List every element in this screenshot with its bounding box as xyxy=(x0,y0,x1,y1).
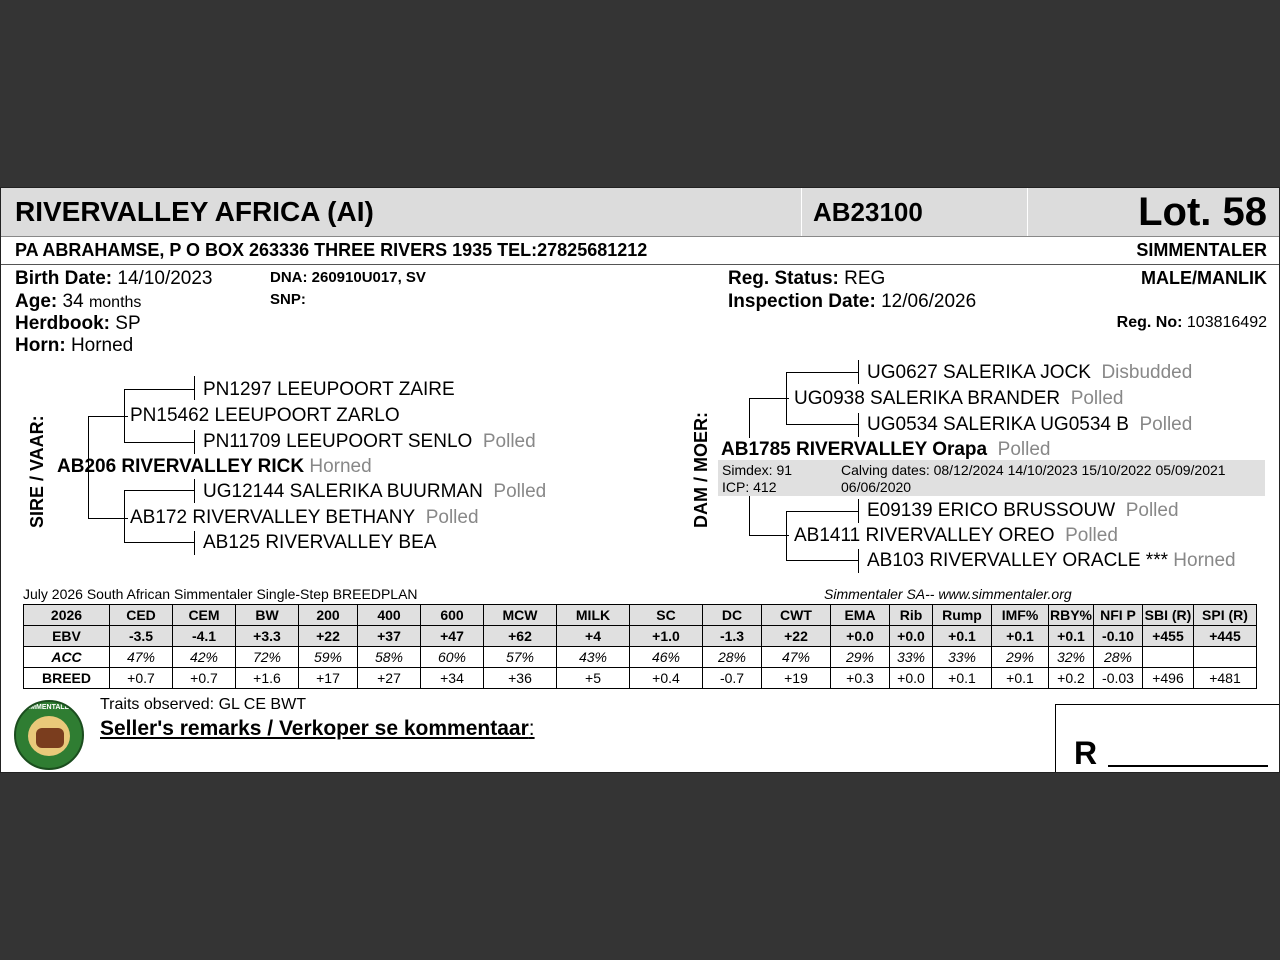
acc-cell: 60% xyxy=(421,647,484,668)
headers-cell: EMA xyxy=(831,605,890,626)
ebv-cell: +3.3 xyxy=(236,626,299,647)
headers-cell: 400 xyxy=(358,605,421,626)
headers-cell: Rib xyxy=(890,605,933,626)
acc-cell: 29% xyxy=(992,647,1049,668)
herdbook-value: SP xyxy=(115,313,141,334)
breed-cell: +34 xyxy=(421,668,484,689)
horn-value: Horned xyxy=(70,335,134,356)
sire-dam-sire-row: UG12144 SALERIKA BUURMAN Polled xyxy=(203,481,547,502)
breed-cell: +0.1 xyxy=(992,668,1049,689)
breed-name: SIMMENTALER xyxy=(1136,240,1267,260)
ebv-cell: +62 xyxy=(484,626,557,647)
acc-cell: 42% xyxy=(173,647,236,668)
ebv-cell: +445 xyxy=(1194,626,1257,647)
acc-cell: 33% xyxy=(933,647,992,668)
headers-cell: SPI (R) xyxy=(1194,605,1257,626)
headers-cell: SC xyxy=(630,605,703,626)
acc-cell: 28% xyxy=(703,647,762,668)
headers-cell: 600 xyxy=(421,605,484,626)
breed-cell: -0.03 xyxy=(1094,668,1143,689)
age-value: 34 xyxy=(62,291,84,312)
acc-cell: 47% xyxy=(110,647,173,668)
breed-cell: +17 xyxy=(299,668,358,689)
ebv-cell: +47 xyxy=(421,626,484,647)
acc-cell: 33% xyxy=(890,647,933,668)
lot-number: Lot. 58 xyxy=(1138,190,1267,234)
acc-cell: 28% xyxy=(1094,647,1143,668)
ebv-cell: +0.0 xyxy=(890,626,933,647)
traits-observed: Traits observed: GL CE BWT xyxy=(100,696,306,713)
reg-no-row: Reg. No: 103816492 xyxy=(1116,314,1267,331)
dam-dam-dam-row: AB103 RIVERVALLEY ORACLE *** Horned xyxy=(867,550,1236,571)
dam-label: DAM / MOER: xyxy=(691,412,711,528)
ebv-cell: -0.10 xyxy=(1094,626,1143,647)
calving-dates-cont: 06/06/2020 xyxy=(841,479,912,495)
dam-dam-sire-row: E09139 ERICO BRUSSOUW Polled xyxy=(867,500,1179,521)
price-box[interactable] xyxy=(1055,704,1280,773)
acc-cell: 59% xyxy=(299,647,358,668)
breed-cell: +19 xyxy=(762,668,831,689)
acc-cell: 29% xyxy=(831,647,890,668)
ebv-cell: -3.5 xyxy=(110,626,173,647)
age-row: Age: 34 months xyxy=(15,291,142,312)
breed-cell: +0.4 xyxy=(630,668,703,689)
acc-cell: 58% xyxy=(358,647,421,668)
breed-cell: +496 xyxy=(1143,668,1194,689)
sire-name: AB206 RIVERVALLEY RICK xyxy=(57,456,305,477)
breed-avg-row xyxy=(24,668,1257,689)
ebv-cell: -4.1 xyxy=(173,626,236,647)
ebv-cell: +0.0 xyxy=(831,626,890,647)
breed-cell: +481 xyxy=(1194,668,1257,689)
horn-row: Horn: Horned xyxy=(15,335,134,356)
breed-cell: +36 xyxy=(484,668,557,689)
rand-label: R xyxy=(1074,735,1098,771)
sire-label: SIRE / VAAR: xyxy=(27,415,47,528)
ebv-cell: +37 xyxy=(358,626,421,647)
headers-cell: CED xyxy=(110,605,173,626)
birth-date: 14/10/2023 xyxy=(117,268,213,289)
reg-code: AB23100 xyxy=(813,197,923,227)
dam-sire-sire-row: UG0627 SALERIKA JOCK Disbudded xyxy=(867,362,1193,383)
breed-cell: +0.0 xyxy=(890,668,933,689)
sire-sire-dam-row: PN11709 LEEUPOORT SENLO Polled xyxy=(203,431,536,452)
price-line xyxy=(1108,765,1268,767)
acc-cell: 57% xyxy=(484,647,557,668)
breed-cell: +27 xyxy=(358,668,421,689)
headers-cell: Rump xyxy=(933,605,992,626)
website-caption: Simmentaler SA-- www.simmentaler.org xyxy=(824,586,1072,602)
headers-cell: MILK xyxy=(557,605,630,626)
ebv-cell: +1.0 xyxy=(630,626,703,647)
animal-name: RIVERVALLEY AFRICA (AI) xyxy=(15,196,374,227)
ebv-cell: +22 xyxy=(299,626,358,647)
ebv-cell: +0.1 xyxy=(933,626,992,647)
breedplan-caption: July 2026 South African Simmentaler Single-Step BREEDPLAN xyxy=(23,586,418,602)
herdbook-row: Herdbook: SP xyxy=(15,313,141,334)
ebv-cell: +0.1 xyxy=(1049,626,1094,647)
headers-cell: DC xyxy=(703,605,762,626)
sire-row: AB206 RIVERVALLEY RICK Horned xyxy=(57,456,372,477)
headers-cell: RBY% xyxy=(1049,605,1094,626)
acc-row xyxy=(24,647,1257,668)
breed-cell: +5 xyxy=(557,668,630,689)
headers-cell: 200 xyxy=(299,605,358,626)
ebv-cell: -1.3 xyxy=(703,626,762,647)
acc-cell: 72% xyxy=(236,647,299,668)
sire-sire-sire: PN1297 LEEUPOORT ZAIRE xyxy=(203,379,455,400)
birth-date-row: Birth Date: 14/10/2023 xyxy=(15,268,213,289)
headers-cell: NFI P xyxy=(1094,605,1143,626)
lot-card xyxy=(0,187,1280,773)
ebv-header-row xyxy=(24,605,1257,626)
dam-name: AB1785 RIVERVALLEY Orapa xyxy=(721,439,988,460)
ebv-row xyxy=(24,626,1257,647)
owner-address: PA ABRAHAMSE, P O BOX 263336 THREE RIVERS 1935 TEL:27825681212 xyxy=(15,240,648,260)
dam-sire-dam-row: UG0534 SALERIKA UG0534 B Polled xyxy=(867,414,1193,435)
calving-dates: Calving dates: 08/12/2024 14/10/2023 15/10/2022 05/09/2021 xyxy=(841,462,1226,478)
headers-cell: MCW xyxy=(484,605,557,626)
inspection-date: 12/06/2026 xyxy=(881,291,977,312)
ebv-cell: +22 xyxy=(762,626,831,647)
acc-cell: 32% xyxy=(1049,647,1094,668)
acc-cell xyxy=(1194,647,1257,668)
simdex: Simdex: 91 xyxy=(722,462,793,478)
breed-cell: +1.6 xyxy=(236,668,299,689)
headers-cell: BW xyxy=(236,605,299,626)
breed-cell: +0.7 xyxy=(110,668,173,689)
ebv-cell: +4 xyxy=(557,626,630,647)
ebv-cell: +0.1 xyxy=(992,626,1049,647)
sellers-remarks-label: Seller's remarks / Verkoper se kommentaar: xyxy=(100,717,535,740)
dam-dam-row: AB1411 RIVERVALLEY OREO Polled xyxy=(794,525,1118,546)
headers-cell: SBI (R) xyxy=(1143,605,1194,626)
sire-dam-row: AB172 RIVERVALLEY BETHANY Polled xyxy=(130,507,479,528)
reg-no: 103816492 xyxy=(1186,314,1267,331)
ebv-cell: EBV xyxy=(24,626,110,647)
sire-sire: PN15462 LEEUPOORT ZARLO xyxy=(130,405,400,426)
headers-cell: CWT xyxy=(762,605,831,626)
dam-row: AB1785 RIVERVALLEY Orapa Polled xyxy=(721,439,1051,460)
age-unit: months xyxy=(88,294,142,311)
breed-cell: +0.2 xyxy=(1049,668,1094,689)
headers-cell: 2026 xyxy=(24,605,110,626)
simmentaler-logo: SIMMENTALER xyxy=(14,700,84,770)
acc-cell xyxy=(1143,647,1194,668)
reg-status: REG xyxy=(844,268,886,289)
sire-dam-dam: AB125 RIVERVALLEY BEA xyxy=(203,532,437,553)
acc-cell: 43% xyxy=(557,647,630,668)
dna-info: DNA: 260910U017, SV xyxy=(270,269,426,286)
dam-sire-row: UG0938 SALERIKA BRANDER Polled xyxy=(794,388,1124,409)
inspection-row: Inspection Date: 12/06/2026 xyxy=(728,291,977,312)
headers-cell: IMF% xyxy=(992,605,1049,626)
snp-info: SNP: xyxy=(270,291,306,308)
ebv-table xyxy=(23,604,1257,689)
acc-cell: 47% xyxy=(762,647,831,668)
acc-cell: 46% xyxy=(630,647,703,668)
breed-cell: BREED xyxy=(24,668,110,689)
headers-cell: CEM xyxy=(173,605,236,626)
acc-cell: ACC xyxy=(24,647,110,668)
sex: MALE/MANLIK xyxy=(1141,268,1267,288)
icp: ICP: 412 xyxy=(722,479,777,495)
breed-cell: +0.3 xyxy=(831,668,890,689)
breed-cell: +0.7 xyxy=(173,668,236,689)
breed-cell: +0.1 xyxy=(933,668,992,689)
breed-cell: -0.7 xyxy=(703,668,762,689)
reg-status-row: Reg. Status: REG xyxy=(728,268,886,289)
ebv-cell: +455 xyxy=(1143,626,1194,647)
